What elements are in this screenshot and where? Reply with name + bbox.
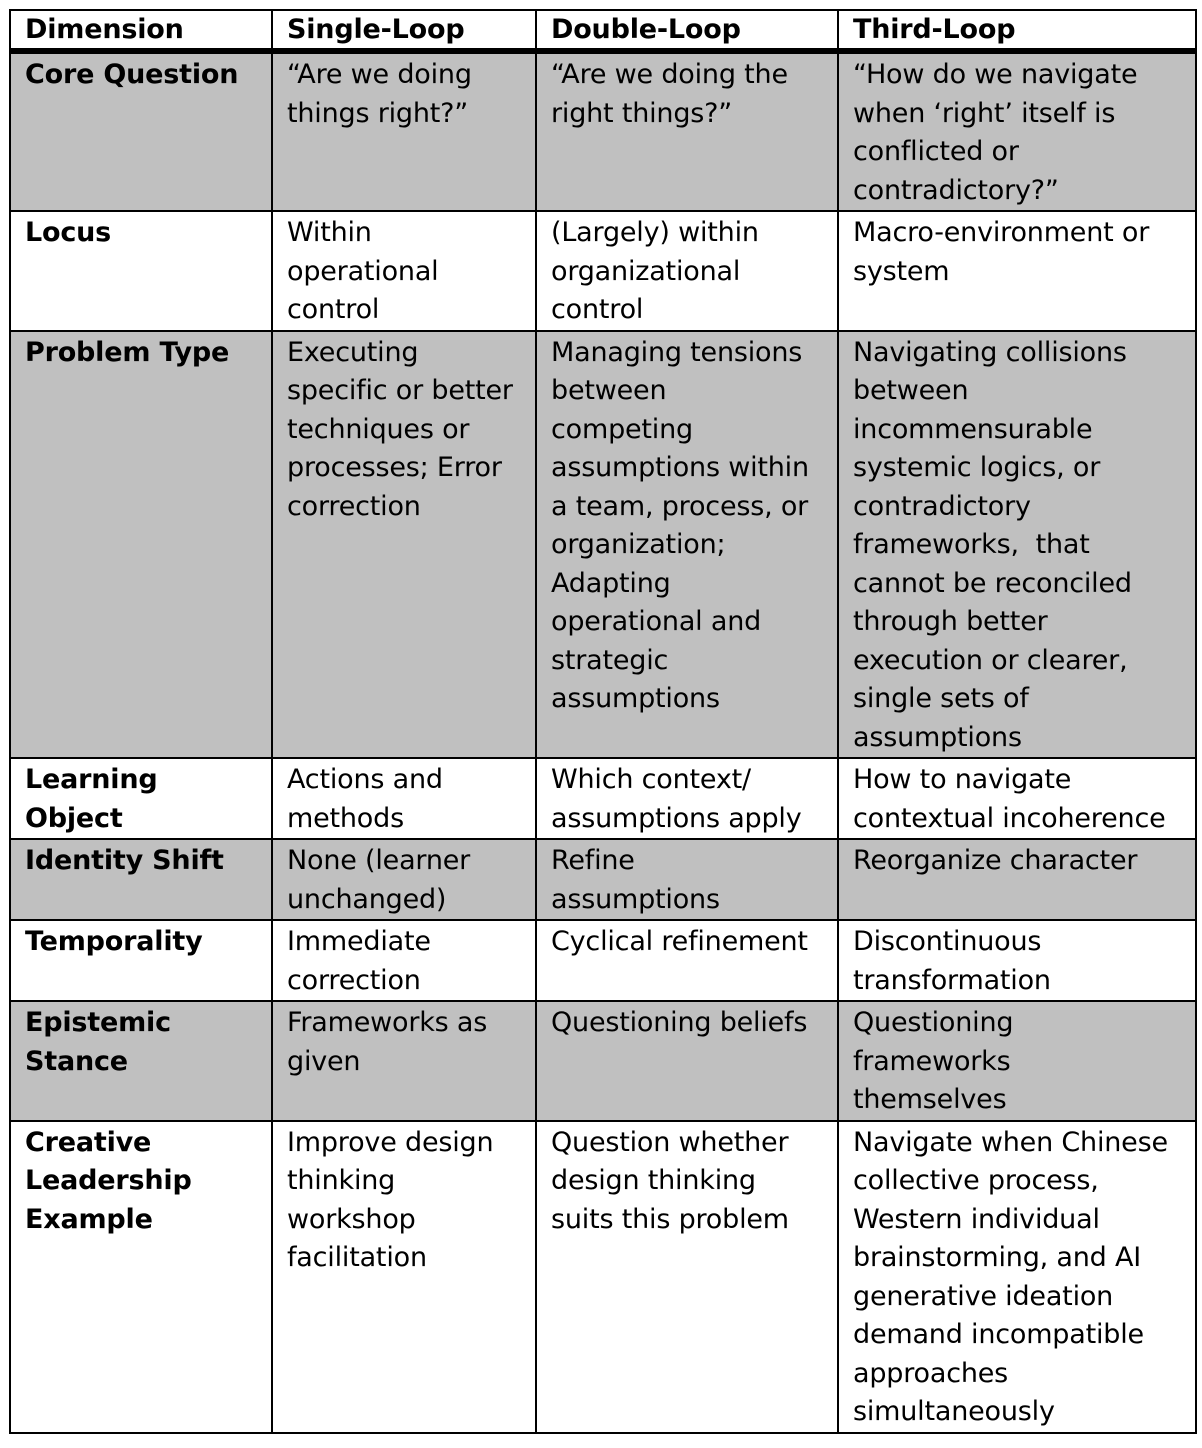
cell-third-loop: Questioning frameworks themselves: [838, 1001, 1196, 1121]
cell-double-loop: “Are we doing the right things?”: [536, 51, 838, 211]
cell-third-loop: How to navigate contextual incoherence: [838, 758, 1196, 839]
header-row: [10, 10, 1196, 51]
header-double-loop: Double-Loop: [536, 10, 838, 51]
header-single-loop: Single-Loop: [272, 10, 536, 51]
cell-third-loop: Macro-environment or system: [838, 211, 1196, 331]
row-core-question: [10, 51, 1196, 211]
row-temporality: [10, 920, 1196, 1001]
row-problem-type: [10, 331, 1196, 759]
cell-single-loop: “Are we doing things right?”: [272, 51, 536, 211]
cell-dimension: Locus: [10, 211, 272, 331]
cell-double-loop: Questioning beliefs: [536, 1001, 838, 1121]
cell-double-loop: Question whether design thinking suits this problem: [536, 1121, 838, 1433]
header-dimension: Dimension: [10, 10, 272, 51]
cell-double-loop: Refine assumptions: [536, 839, 838, 920]
cell-single-loop: Executing specific or better techniques or processes; Error correction: [272, 331, 536, 759]
cell-dimension: Learning Object: [10, 758, 272, 839]
row-identity-shift: [10, 839, 1196, 920]
cell-double-loop: Which context/ assumptions apply: [536, 758, 838, 839]
cell-single-loop: None (learner unchanged): [272, 839, 536, 920]
cell-double-loop: (Largely) within organizational control: [536, 211, 838, 331]
cell-double-loop: Managing tensions between competing assumptions within a team, process, or organization; Adapting operational and strategic assumptions: [536, 331, 838, 759]
cell-single-loop: Within operational control: [272, 211, 536, 331]
row-creative-leadership-example: [10, 1121, 1196, 1433]
cell-third-loop: Navigate when Chinese collective process, Western individual brainstorming, and AI generative ideation demand incompatible approaches simultaneously: [838, 1121, 1196, 1433]
cell-single-loop: Improve design thinking workshop facilitation: [272, 1121, 536, 1433]
row-learning-object: [10, 758, 1196, 839]
cell-single-loop: Actions and methods: [272, 758, 536, 839]
cell-third-loop: Discontinuous transformation: [838, 920, 1196, 1001]
cell-single-loop: Immediate correction: [272, 920, 536, 1001]
row-epistemic-stance: [10, 1001, 1196, 1121]
cell-dimension: Core Question: [10, 51, 272, 211]
cell-third-loop: “How do we navigate when ‘right’ itself is conflicted or contradictory?”: [838, 51, 1196, 211]
cell-dimension: Epistemic Stance: [10, 1001, 272, 1121]
cell-double-loop: Cyclical refinement: [536, 920, 838, 1001]
cell-dimension: Temporality: [10, 920, 272, 1001]
header-third-loop: Third-Loop: [838, 10, 1196, 51]
cell-dimension: Identity Shift: [10, 839, 272, 920]
cell-third-loop: Reorganize character: [838, 839, 1196, 920]
cell-single-loop: Frameworks as given: [272, 1001, 536, 1121]
cell-third-loop: Navigating collisions between incommensurable systemic logics, or contradictory frameworks, that cannot be reconciled through better execution or clearer, single sets of assumptions: [838, 331, 1196, 759]
cell-dimension: Creative Leadership Example: [10, 1121, 272, 1433]
comparison-table: [9, 9, 1197, 1434]
row-locus: [10, 211, 1196, 331]
cell-dimension: Problem Type: [10, 331, 272, 759]
